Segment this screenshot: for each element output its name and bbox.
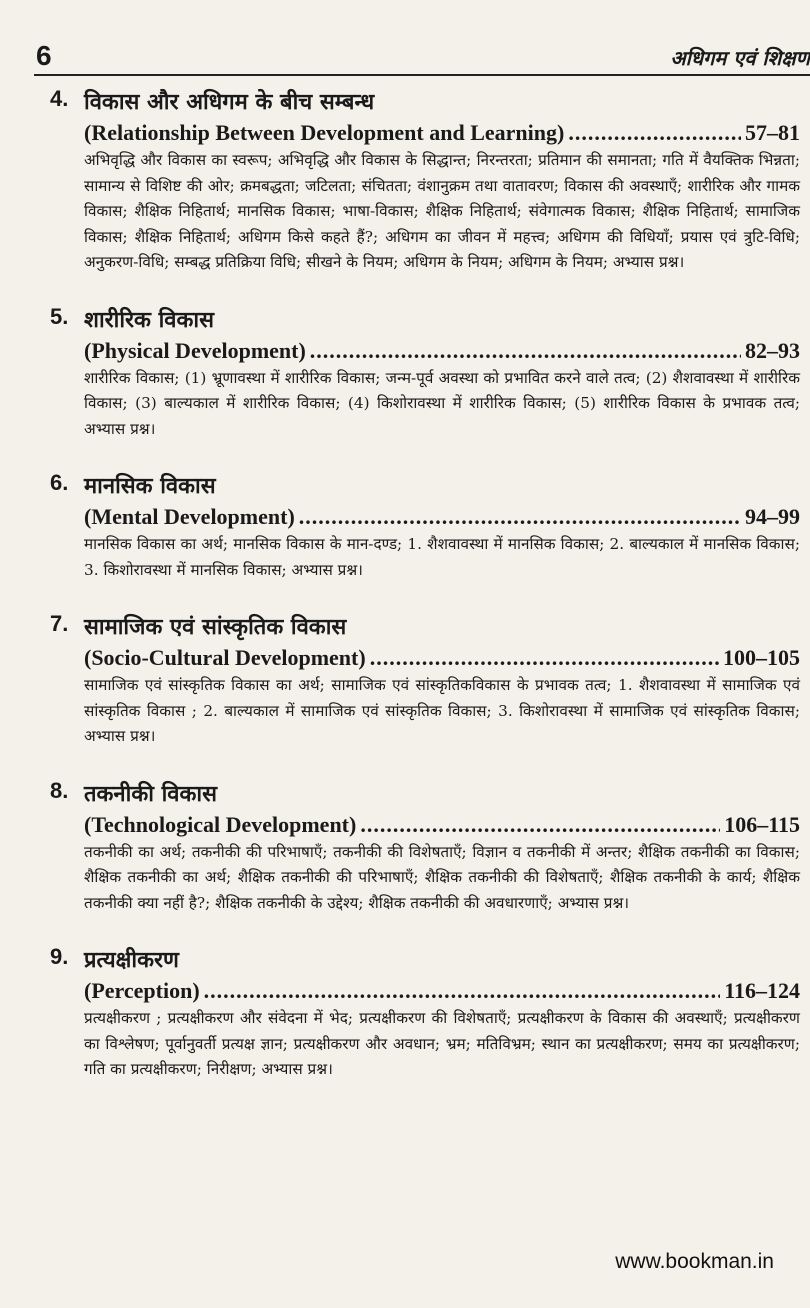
dot-leader xyxy=(568,118,741,148)
entry-number: 8. xyxy=(50,777,69,803)
entry-english-title: (Technological Development) xyxy=(84,811,357,837)
entry-english-title: (Perception) xyxy=(84,978,200,1003)
dot-leader xyxy=(370,643,719,673)
toc-entry xyxy=(50,611,800,750)
entry-description: शारीरिक विकास; (1) भ्रूणावस्था में शारीरिक विकास; जन्म-पूर्व अवस्था को प्रभावित करने वाले तत्व; (2) शैशवावस्था में शारीरिक विकास; (3) बाल्यकाल में शारीरिक विकास; (4) किशोरावस्था में शारीरिक विकास; (5) शारीरिक विकास के प्रभावक तत्व; अभ्यास प्रश्न। xyxy=(84,368,800,438)
entry-english-line xyxy=(84,336,800,366)
entry-pages: 116–124 xyxy=(724,978,800,1003)
entry-english-line xyxy=(84,976,800,1006)
entry-english-title: (Socio-Cultural Development) xyxy=(84,645,366,670)
entry-number: 6. xyxy=(50,470,69,495)
dot-leader xyxy=(204,976,721,1006)
entry-description: तकनीकी का अर्थ; तकनीकी की परिभाषाएँ; तकनीकी की विशेषताएँ; विज्ञान व तकनीकी में अन्तर; शैक्षिक तकनीकी का विकास; शैक्षिक तकनीकी का अर्थ; शैक्षिक तकनीकी की परिभाषाएँ; शैक्षिक तकनीकी की विशेषताएँ; शैक्षिक तकनीकी के कार्य; शैक्षिक तकनीकी क्या नहीं है?; शैक्षिक तकनीकी के उद्देश्य; शैक्षिक तकनीकी की अवधारणाएँ; अभ्यास प्रश्न। xyxy=(84,842,800,912)
entry-pages: 82–93 xyxy=(745,337,800,363)
page-number: 6 xyxy=(36,40,52,71)
entry-number: 5. xyxy=(50,303,69,329)
entry-description: मानसिक विकास का अर्थ; मानसिक विकास के मान-दण्ड; 1. शैशवावस्था में मानसिक विकास; 2. बाल्यकाल में मानसिक विकास; 3. किशोरावस्था में मानसिक विकास; अभ्यास प्रश्न। xyxy=(84,535,800,579)
toc-entries xyxy=(0,86,810,1111)
entry-number: 4. xyxy=(50,86,69,111)
entry-english-line xyxy=(84,810,800,840)
entry-description: प्रत्यक्षीकरण ; प्रत्यक्षीकरण और संवेदना में भेद; प्रत्यक्षीकरण की विशेषताएँ; प्रत्यक्षीकरण के विकास की अवस्थाएँ; प्रत्यक्षीकरण का विश्लेषण; पूर्वानुवर्ती प्रत्यक्ष ज्ञान; प्रत्यक्षीकरण और अवधान; भ्रम; मतिविभ्रम; स्थान का प्रत्यक्षीकरण; समय का प्रत्यक्षीकरण; गति का प्रत्यक्षीकरण; निरीक्षण; अभ्यास प्रश्न। xyxy=(84,1009,800,1078)
toc-entry xyxy=(50,303,800,443)
entry-english-line xyxy=(84,643,800,673)
toc-entry xyxy=(50,777,800,917)
entry-hindi-title: तकनीकी विकास xyxy=(84,780,217,807)
bookman-watermark: www.bookman.in xyxy=(615,1250,774,1273)
entry-description: अभिवृद्धि और विकास का स्वरूप; अभिवृद्धि और विकास के सिद्धान्त; निरन्तरता; प्रतिमान की समानता; गति में वैयक्तिक भिन्नता; सामान्य से विशिष्ट की ओर; क्रमबद्धता; जटिलता; संचितता; वंशानुक्रम तथा वातावरण; विकास की अवस्थाएँ; शारीरिक और गामक विकास; शैक्षिक निहितार्थ; मानसिक विकास; भाषा-विकास; शैक्षिक निहितार्थ; संवेगात्मक विकास; शैक्षिक निहितार्थ; सामाजिक विकास; शैक्षिक निहितार्थ; अधिगम किसे कहते हैं?; अधिगम का जीवन में महत्त्व; अधिगम की विधियाँ; प्रयास एवं त्रुटि-विधि; अनुकरण-विधि; सम्बद्ध प्रतिक्रिया विधि; सीखने के नियम; अधिगम के नियम; अधिगम के नियम; अभ्यास प्रश्न। xyxy=(84,151,800,271)
entry-number: 9. xyxy=(50,944,69,969)
entry-pages: 94–99 xyxy=(745,504,800,529)
entry-english-line xyxy=(84,502,800,532)
entry-pages: 106–115 xyxy=(724,811,800,837)
entry-hindi-title: मानसिक विकास xyxy=(84,473,216,499)
dot-leader xyxy=(299,502,741,532)
entry-english-title: (Physical Development) xyxy=(84,337,306,363)
page-header xyxy=(0,40,810,74)
entry-description: सामाजिक एवं सांस्कृतिक विकास का अर्थ; सामाजिक एवं सांस्कृतिकविकास के प्रभावक तत्व; 1. शैशवावस्था में सामाजिक एवं सांस्कृतिक विकास ; 2. बाल्यकाल में सामाजिक एवं सांस्कृतिक विकास; 3. किशोरावस्था में सामाजिक एवं सांस्कृतिक विकास; अभ्यास प्रश्न। xyxy=(84,676,800,745)
toc-entry xyxy=(50,86,800,276)
entry-hindi-title: शारीरिक विकास xyxy=(84,306,215,333)
entry-english-line xyxy=(84,118,800,148)
entry-hindi-title: विकास और अधिगम के बीच सम्बन्ध xyxy=(84,89,375,115)
running-title: अधिगम एवं शिक्षण xyxy=(670,46,810,70)
header-rule xyxy=(34,74,810,76)
entry-pages: 57–81 xyxy=(745,120,800,145)
toc-entry xyxy=(50,470,800,583)
entry-english-title: (Mental Development) xyxy=(84,504,295,529)
entry-pages: 100–105 xyxy=(723,645,800,670)
entry-number: 7. xyxy=(50,611,69,636)
entry-hindi-title: प्रत्यक्षीकरण xyxy=(84,947,179,973)
dot-leader xyxy=(310,336,741,366)
dot-leader xyxy=(360,810,720,840)
entry-english-title: (Relationship Between Development and Learning) xyxy=(84,120,565,145)
toc-entry xyxy=(50,944,800,1083)
entry-hindi-title: सामाजिक एवं सांस्कृतिक विकास xyxy=(84,614,347,640)
